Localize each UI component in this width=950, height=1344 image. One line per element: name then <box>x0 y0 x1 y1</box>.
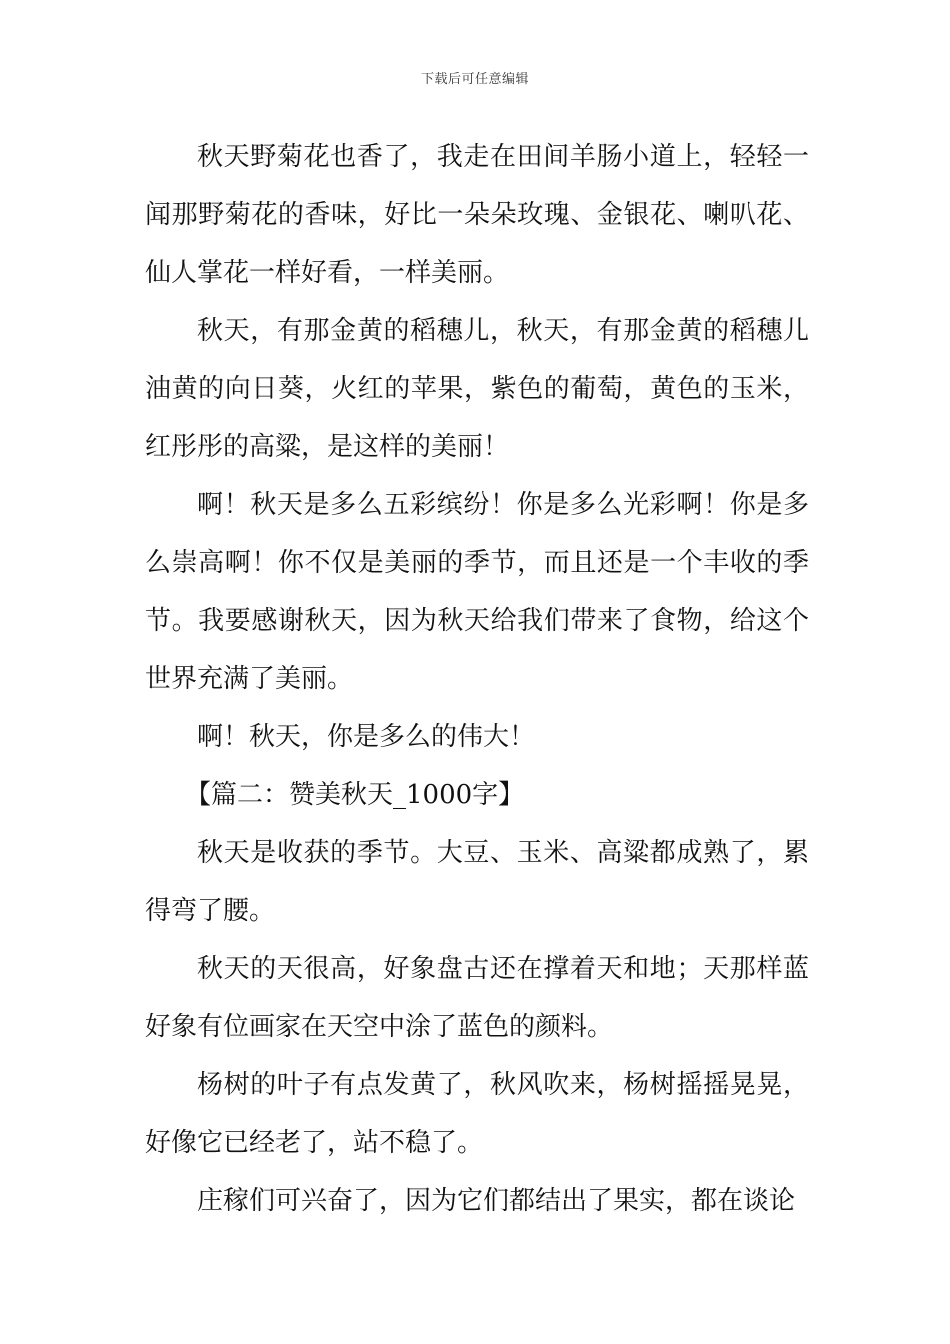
paragraph-8: 庄稼们可兴奋了，因为它们都结出了果实，都在谈论 <box>197 1186 796 1216</box>
paragraph-1: 秋天野菊花也香了，我走在田间羊肠小道上，轻轻一闻那野菊花的香味，好比一朵朵玫瑰、金银花、喇叭花、仙人掌花一样好看，一样美丽。 <box>145 142 809 288</box>
paragraph-2: 秋天，有那金黄的稻穗儿，秋天，有那金黄的稻穗儿油黄的向日葵，火红的苹果，紫色的葡萄，黄色的玉米，红彤彤的高粱，是这样的美丽！ <box>145 316 809 462</box>
paragraph-7: 杨树的叶子有点发黄了，秋风吹来，杨树摇摇晃晃，好像它已经老了，站不稳了。 <box>145 1070 809 1158</box>
section-heading: 【篇二：赞美秋天_1000字】 <box>185 780 525 810</box>
paragraph-4: 啊！秋天，你是多么的伟大！ <box>197 722 536 752</box>
paragraph-5: 秋天是收获的季节。大豆、玉米、高粱都成熟了，累得弯了腰。 <box>145 838 809 926</box>
page-header: 下载后可任意编辑 <box>420 72 529 87</box>
paragraph-6: 秋天的天很高，好象盘古还在撑着天和地；天那样蓝好象有位画家在天空中涂了蓝色的颜料。 <box>145 954 809 1042</box>
paragraph-3: 啊！秋天是多么五彩缤纷！你是多么光彩啊！你是多么崇高啊！你不仅是美丽的季节，而且还是一个丰收的季节。我要感谢秋天，因为秋天给我们带来了食物，给这个世界充满了美丽。 <box>145 490 809 694</box>
document-body <box>145 128 809 1230</box>
